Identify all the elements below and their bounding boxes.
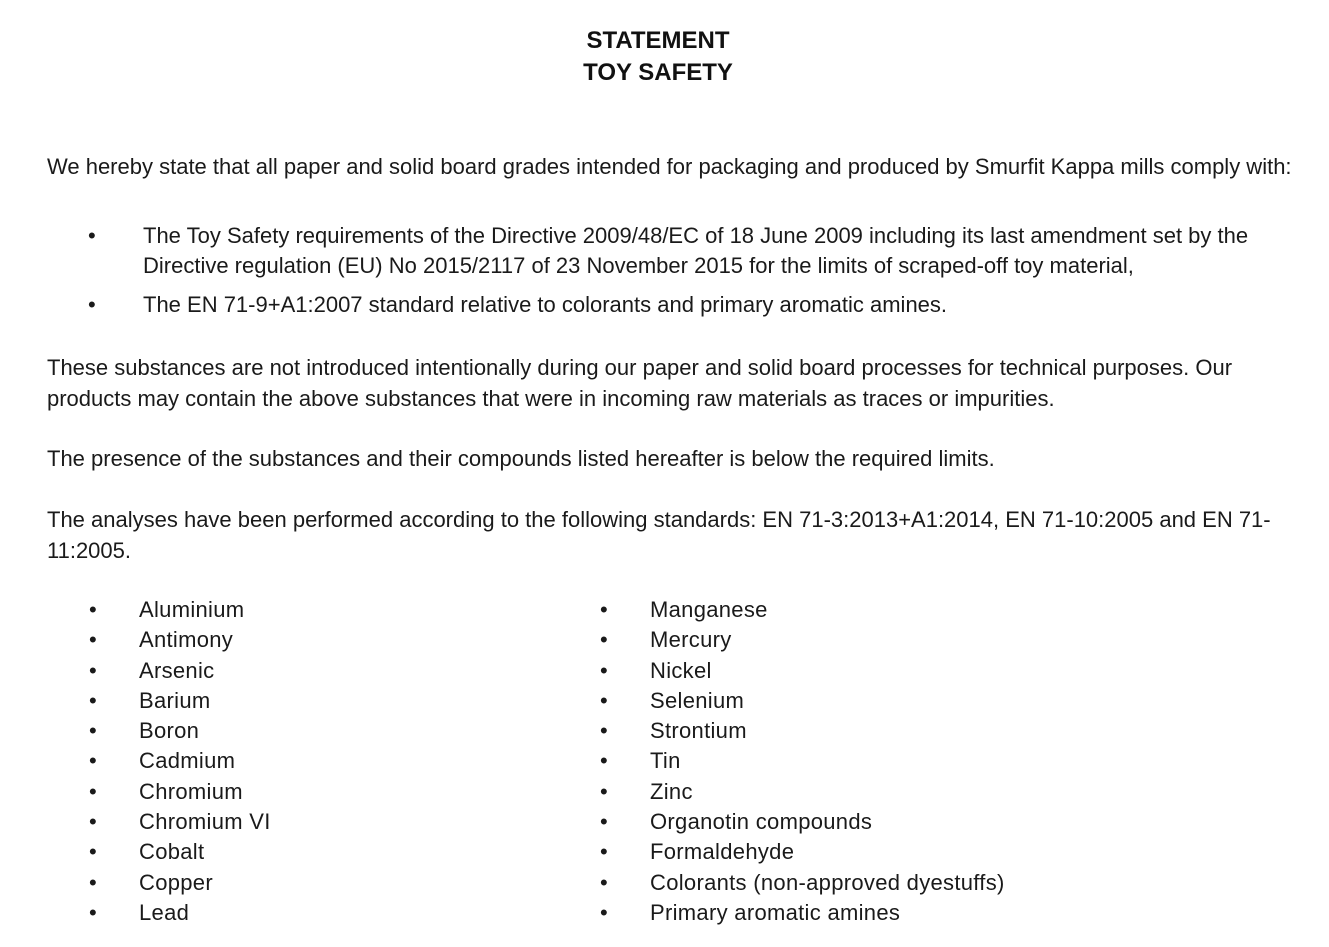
bullet-icon: • [89,748,98,774]
substance-name: Lead [139,899,190,925]
substance-name: Copper [139,869,213,895]
bullet-icon: • [89,899,98,925]
substance-name: Chromium VI [139,809,271,835]
bullet-icon: • [89,657,98,683]
bullet-icon: • [600,869,609,895]
substance-item [47,898,547,928]
substance-name: Arsenic [139,657,215,683]
presence-paragraph: The presence of the substances and their compounds listed hereafter is below the required limits. [47,446,995,471]
requirement-item [47,290,1322,320]
bullet-icon: • [89,869,98,895]
substance-name: Mercury [650,627,732,653]
substance-item [558,777,1198,807]
substance-name: Organotin compounds [650,809,873,835]
requirement-item [47,221,1322,281]
substance-name: Nickel [650,657,712,683]
bullet-icon: • [600,809,609,835]
substance-item [558,686,1198,716]
substance-item [47,625,547,655]
substance-name: Cobalt [139,839,205,865]
substance-item [47,868,547,898]
substance-item [47,777,547,807]
analyses-paragraph: The analyses have been performed according to the following standards: EN 71-3:2013+A1:2014, EN 71-10:2005 and EN 71-11:2005. [47,507,1271,563]
substance-item [558,595,1198,625]
bullet-icon: • [89,839,98,865]
substance-item [47,746,547,776]
substance-name: Chromium [139,778,243,804]
substance-name: Cadmium [139,748,236,774]
substance-item [47,716,547,746]
bullet-icon: • [89,597,98,622]
bullet-icon: • [89,778,98,804]
requirement-text: The Toy Safety requirements of the Directive 2009/48/EC of 18 June 2009 including its last amendment set by the Directive regulation (EU) No 2015/2117 of 23 November 2015 for the limits of scraped-off toy material, [143,223,1249,278]
substance-name: Colorants (non-approved dyestuffs) [650,869,1005,895]
substance-item [558,656,1198,686]
substance-item [558,868,1198,898]
substances-list-left [47,595,547,928]
substance-item [558,898,1198,928]
substance-item [47,686,547,716]
bullet-icon: • [89,687,98,713]
requirements-list [47,221,1322,329]
substance-item [47,807,547,837]
substance-name: Formaldehyde [650,839,795,865]
document-title: STATEMENT [586,27,730,54]
substance-item [558,807,1198,837]
substance-item [558,716,1198,746]
bullet-icon: • [600,839,609,865]
substance-item [558,837,1198,867]
document-subtitle: TOY SAFETY [583,59,733,86]
substance-name: Zinc [650,778,693,804]
substance-name: Strontium [650,718,747,744]
bullet-icon: • [600,687,609,713]
bullet-icon: • [600,899,609,925]
bullet-icon: • [89,809,98,835]
bullet-icon: • [600,657,609,683]
substances-list-right [558,595,1198,928]
substance-item [47,837,547,867]
intro-paragraph: We hereby state that all paper and solid board grades intended for packaging and produced by Smurfit Kappa mills comply with: [47,154,1292,179]
substance-name: Selenium [650,687,745,713]
bullet-icon: • [89,718,98,744]
bullet-icon: • [600,718,609,744]
bullet-icon: • [600,778,609,804]
substance-name: Manganese [650,597,768,622]
substance-name: Boron [139,718,200,744]
bullet-icon: • [88,292,96,317]
substances-paragraph: These substances are not introduced intentionally during our paper and solid board processes for technical purposes. Our products may contain the above substances that were in incoming raw materials as traces or impurities. [47,355,1233,411]
bullet-icon: • [600,748,609,774]
substance-name: Barium [139,687,211,713]
bullet-icon: • [600,627,609,653]
substance-item [47,595,547,625]
substance-item [558,625,1198,655]
substance-item [47,656,547,686]
substance-name: Antimony [139,627,234,653]
substance-name: Primary aromatic amines [650,899,901,925]
substance-name: Aluminium [139,597,245,622]
bullet-icon: • [600,597,609,622]
bullet-icon: • [88,223,96,248]
bullet-icon: • [89,627,98,653]
substance-name: Tin [650,748,681,774]
substance-item [558,746,1198,776]
requirement-text: The EN 71-9+A1:2007 standard relative to colorants and primary aromatic amines. [143,292,948,317]
